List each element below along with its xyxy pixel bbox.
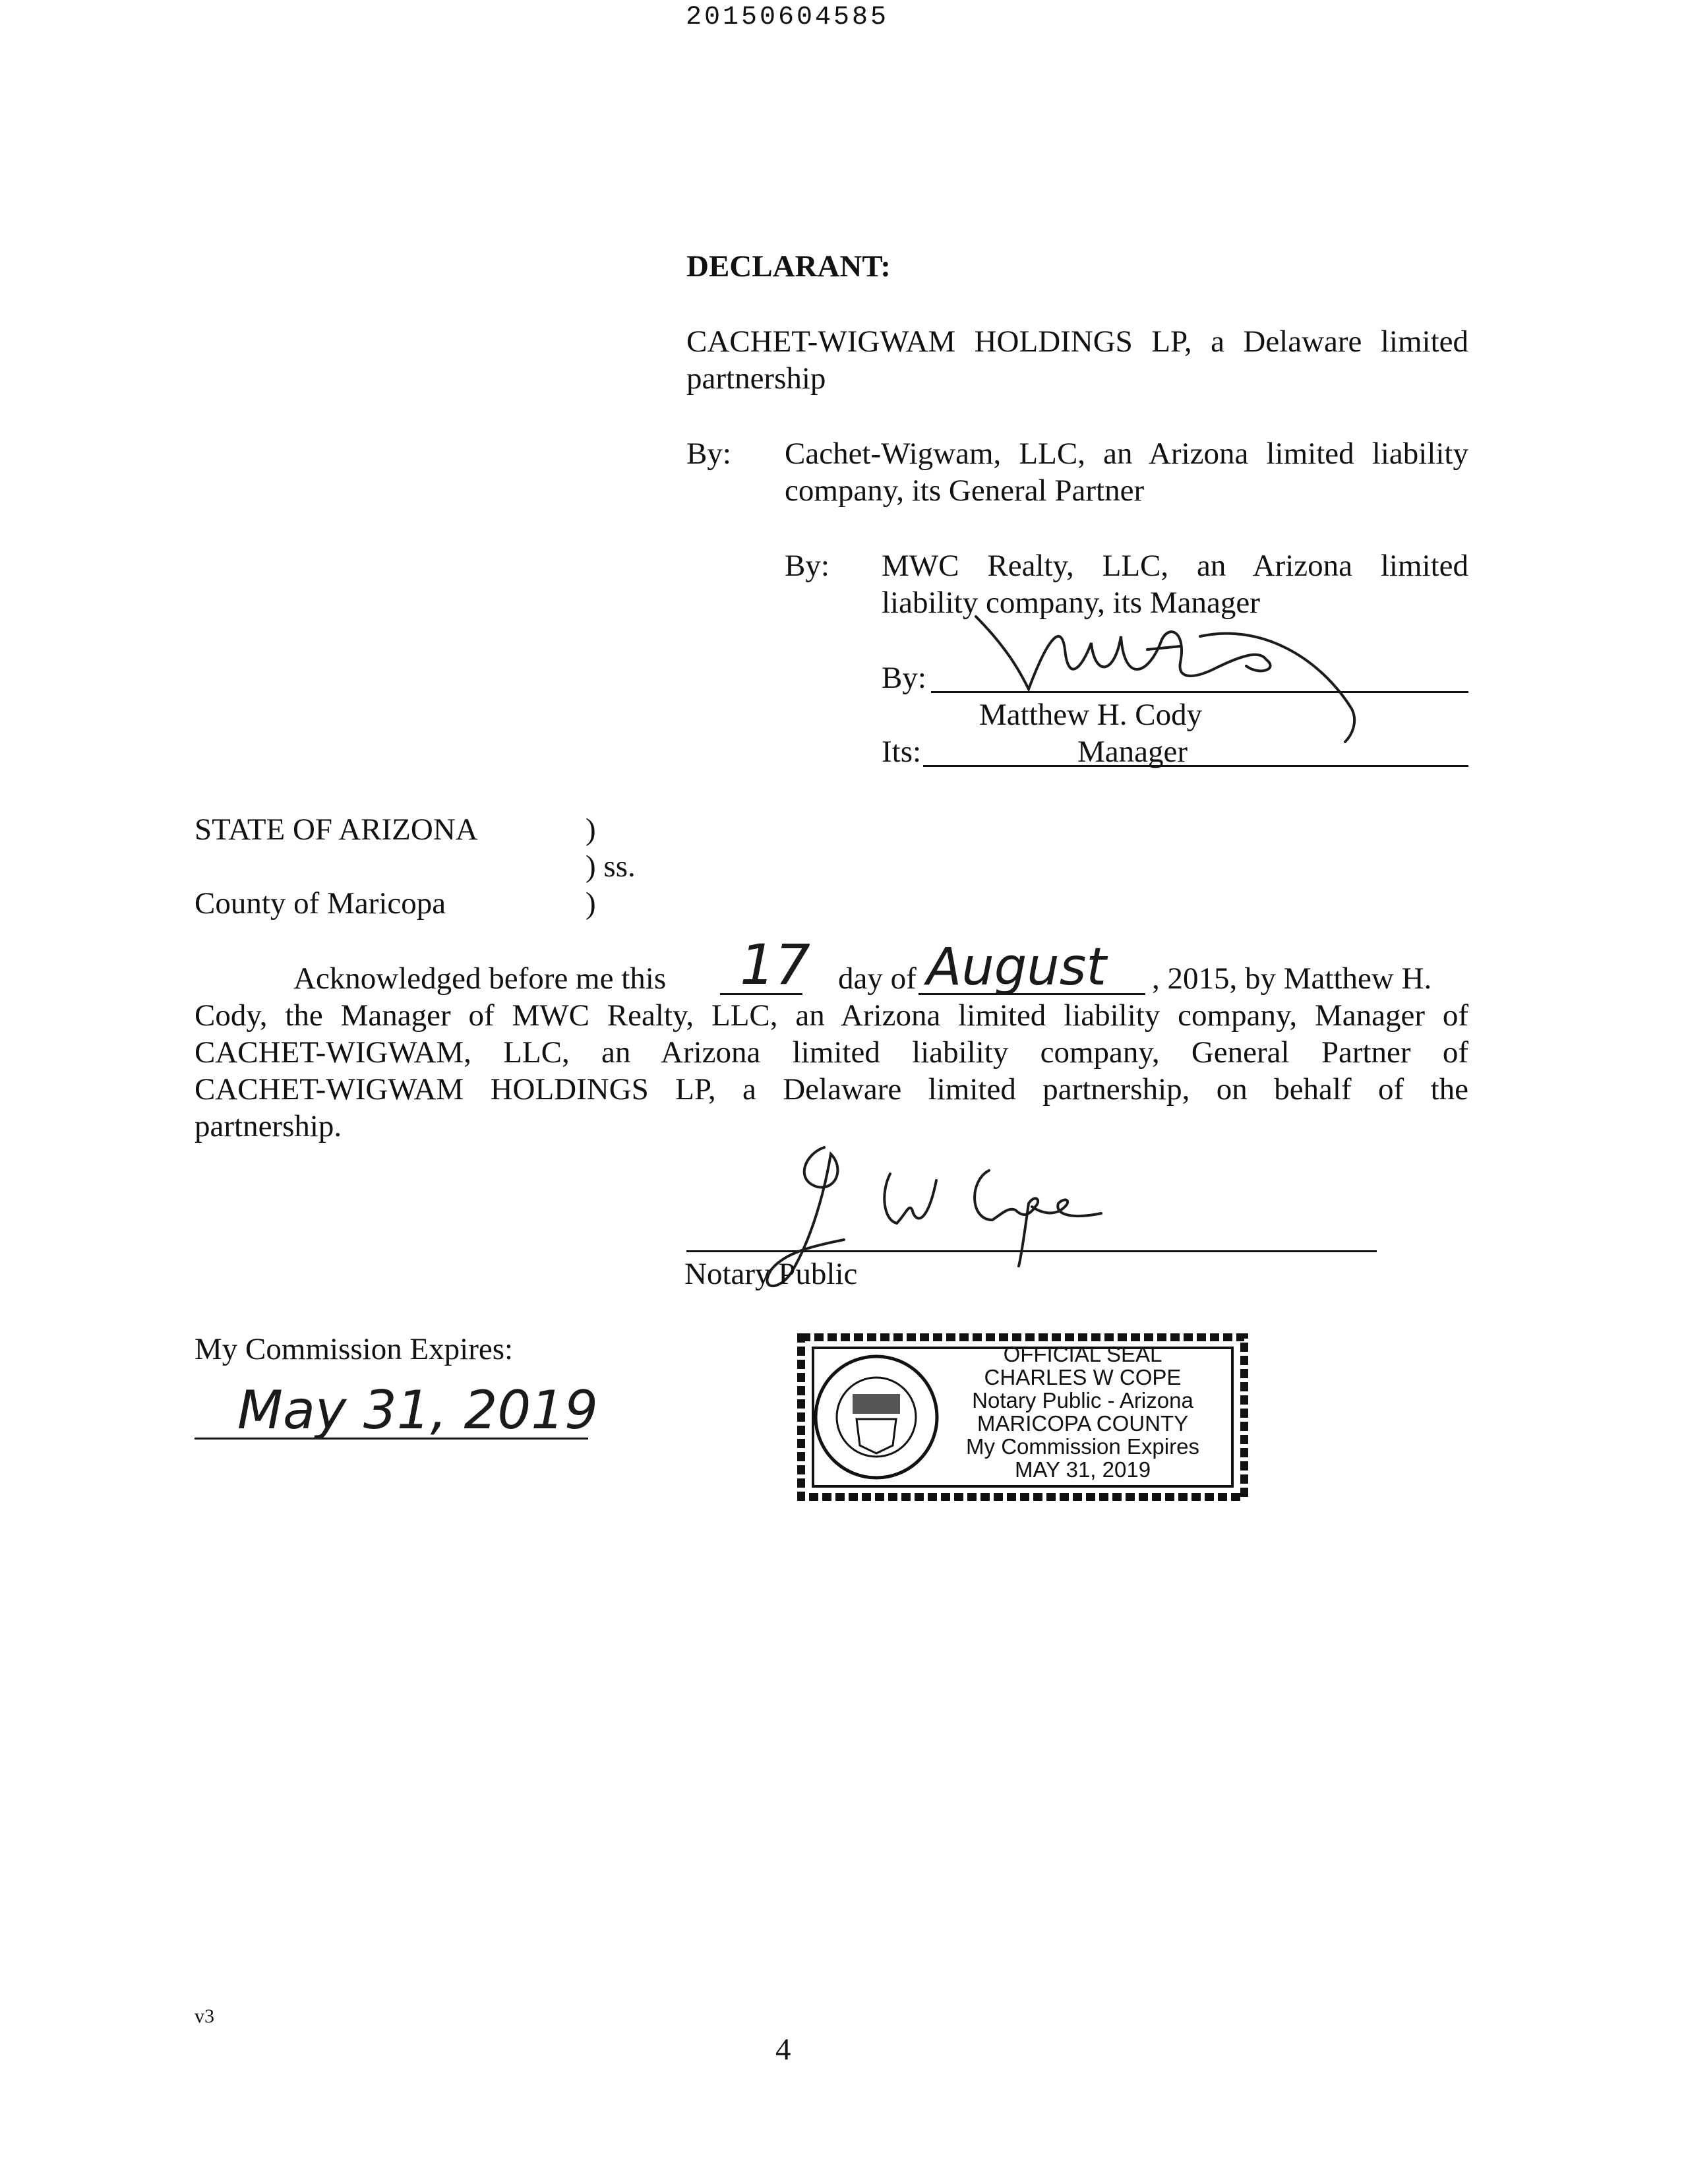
its-value: Manager — [1077, 735, 1188, 769]
by1-line2: company, its General Partner — [785, 473, 1145, 508]
page-number: 4 — [775, 2032, 791, 2067]
seal-line5: My Commission Expires — [966, 1434, 1199, 1459]
venue-ss: ) ss. — [586, 849, 636, 884]
declarant-heading: DECLARANT: — [686, 249, 891, 284]
commission-handwritten: May 31, 2019 — [237, 1380, 599, 1441]
ack-line2: Cody, the Manager of MWC Realty, LLC, an Arizona limited liability company, Manager of — [195, 998, 1468, 1033]
by1-line1: Cachet-Wigwam, LLC, an Arizona limited liability — [785, 437, 1468, 471]
venue-county: County of Maricopa — [195, 886, 446, 921]
ack-line5: partnership. — [195, 1109, 342, 1143]
by-label-2: By: — [785, 549, 829, 583]
signer-name: Matthew H. Cody — [979, 698, 1203, 732]
commission-label: My Commission Expires: — [195, 1332, 514, 1366]
ack-part3: , 2015, by Matthew H. — [1152, 961, 1432, 996]
seal-line1: OFFICIAL SEAL — [1003, 1342, 1162, 1366]
by-label-1: By: — [686, 437, 731, 471]
document-number: 20150604585 — [686, 3, 889, 32]
ack-day-handwritten: 17 — [740, 932, 810, 997]
its-line — [923, 765, 1468, 767]
seal-line6: MAY 31, 2019 — [1014, 1457, 1151, 1482]
notary-public-label: Notary Public — [684, 1257, 858, 1291]
by2-line1: MWC Realty, LLC, an Arizona limited — [882, 549, 1468, 583]
seal-line2: CHARLES W COPE — [984, 1365, 1182, 1389]
manager-signature — [950, 597, 1398, 755]
ack-line3: CACHET-WIGWAM, LLC, an Arizona limited liability company, General Partner of — [195, 1035, 1468, 1070]
venue-paren-3: ) — [586, 886, 596, 921]
ack-month-handwritten: August — [926, 938, 1106, 997]
by-label-3: By: — [882, 661, 926, 695]
seal-line4: MARICOPA COUNTY — [977, 1411, 1189, 1436]
declarant-entity-line1: CACHET-WIGWAM HOLDINGS LP, a Delaware limited — [686, 324, 1468, 359]
venue-state: STATE OF ARIZONA — [195, 812, 478, 847]
ack-part2: day of — [838, 961, 917, 996]
venue-paren-1: ) — [586, 812, 596, 847]
by2-line2: liability company, its Manager — [882, 586, 1260, 620]
ack-part1: Acknowledged before me this — [293, 961, 667, 996]
ack-line4: CACHET-WIGWAM HOLDINGS LP, a Delaware limited partnership, on behalf of the — [195, 1072, 1468, 1107]
declarant-entity-line2: partnership — [686, 361, 826, 396]
seal-line3: Notary Public - Arizona — [972, 1388, 1193, 1412]
its-label: Its: — [882, 735, 922, 769]
version-label: v3 — [195, 2005, 214, 2027]
